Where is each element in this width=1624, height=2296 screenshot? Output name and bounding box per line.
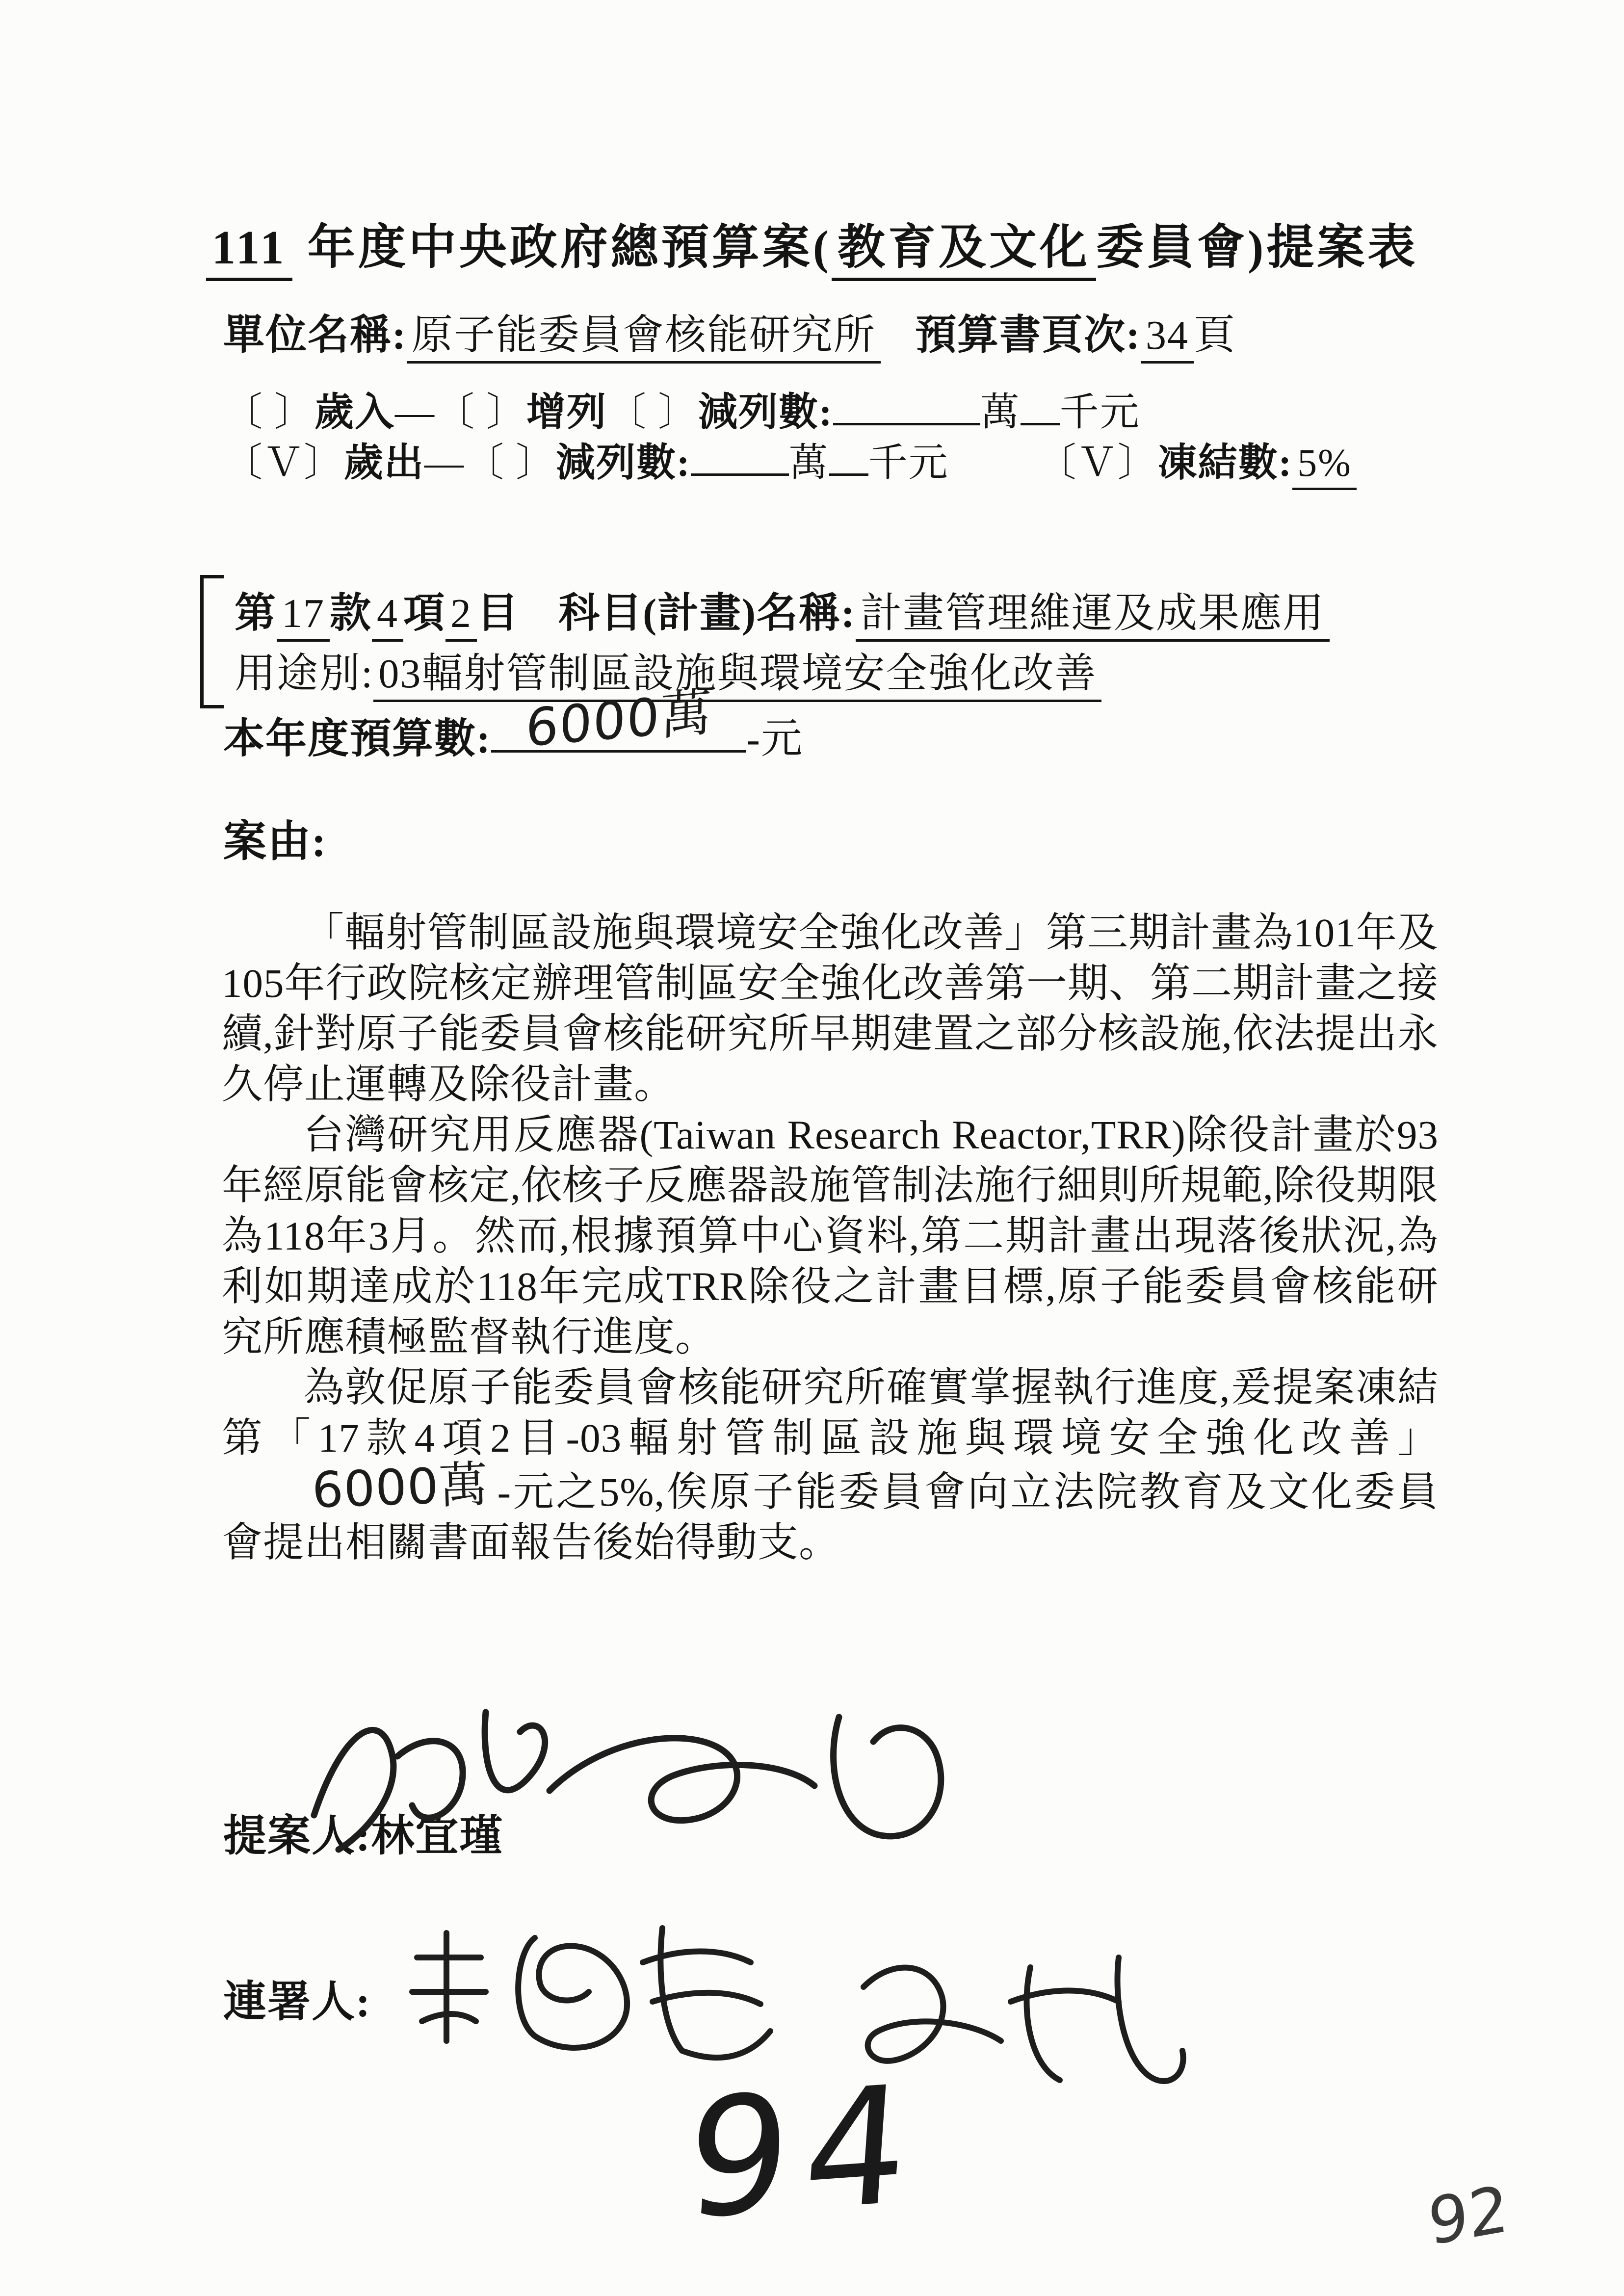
expense-unit-qianyuan: 千元 [868, 442, 949, 485]
expense-unit-wan: 萬 [788, 442, 829, 485]
unit-name-label: 單位名稱: [223, 313, 407, 358]
budget-dash: - [746, 716, 761, 762]
expense-cut-label: 減列數: [556, 442, 691, 485]
revenue-dash: — [395, 391, 435, 434]
revenue-cut-checkbox: 〔 〕 [607, 391, 698, 434]
expense-amount-blank [691, 435, 789, 476]
budget-page-number: 34 [1141, 313, 1194, 364]
expense-checkbox-checked: 〔Ｖ〕 [223, 442, 344, 485]
title-seg2: 委員會)提案表 [1096, 221, 1418, 274]
budget-amount-label: 本年度預算數: [223, 716, 491, 762]
expense-row [223, 431, 1357, 487]
corner-page-number: 92 [1425, 2171, 1511, 2260]
item-number: 4 [372, 591, 403, 642]
case-heading [223, 807, 327, 869]
title-seg1: 年度中央政府總預算案( [292, 221, 832, 274]
plan-name-label: 科目(計畫)名稱: [558, 591, 856, 636]
budget-amount-handwritten: 6000萬 [525, 682, 713, 759]
expense-thousand-blank [829, 435, 868, 476]
subject-block-bracket [200, 575, 224, 708]
section-label: 第 [235, 591, 277, 636]
revenue-add-label: 增列 [526, 391, 607, 434]
case-label: 案由: [223, 818, 327, 866]
paragraph-3 [222, 1362, 1439, 1568]
freeze-value: 5% [1292, 442, 1357, 490]
expense-dash: — [424, 442, 465, 485]
revenue-amount-blank [833, 384, 980, 425]
freeze-label: 凍結數: [1157, 442, 1293, 485]
budget-page-label: 預算書頁次: [915, 313, 1141, 358]
section-number: 17 [277, 591, 330, 642]
budget-amount-blank [491, 682, 746, 759]
unit-row [223, 302, 1236, 361]
budget-page-unit: 頁 [1193, 313, 1236, 358]
proposer-name: 林宜瑾 [371, 1813, 504, 1860]
plan-name-value: 計畫管理維運及成果應用 [856, 591, 1330, 642]
budget-unit: 元 [760, 716, 803, 762]
usage-value: 03輻射管制區設施與環境安全強化改善 [373, 651, 1101, 702]
expense-label: 歲出 [344, 442, 424, 485]
handwritten-page-number: 94 [681, 2049, 929, 2256]
paragraph-1: 「輻射管制區設施與環境安全強化改善」第三期計畫為101年及105年行政院核定辦理管制區安全強化改善第一期、第二期計畫之接續,針對原子能委員會核能研究所早期建置之部分核設施,依法提出永久停止運轉及除役計畫。 [222, 910, 1439, 1107]
case-body [222, 908, 1439, 1568]
budget-line [223, 682, 803, 765]
revenue-thousand-blank [1021, 384, 1060, 425]
freeze-checkbox-checked: 〔Ｖ〕 [1037, 442, 1158, 485]
revenue-unit-wan: 萬 [980, 391, 1021, 434]
revenue-label: 歲入 [314, 391, 395, 434]
revenue-row [223, 380, 1140, 437]
title-committee: 教育及文化 [832, 221, 1096, 281]
paragraph-3-pre: 為敦促原子能委員會核能研究所確實掌握執行進度,爰提案凍結第「17款4項2目-03輻射管制區設施與環境安全強化改善」 [222, 1365, 1439, 1461]
expense-cut-checkbox: 〔 〕 [465, 442, 556, 485]
usage-label: 用途別: [235, 651, 374, 697]
title-year: 111 [206, 221, 293, 281]
proposer-label: 提案人: [223, 1813, 371, 1860]
paragraph-2: 台灣研究用反應器(Taiwan Research Reactor,TRR)除役計畫於93年經原能會核定,依核子反應器設施管制法施行細則所規範,除役期限為118年3月。然而,根據預算中心資料,第二期計畫出現落後狀況,為利如期達成於118年完成TRR除役之計畫目標,原子能委員會核能研究所應積極監督執行進度。 [222, 1112, 1439, 1359]
proposer-signature [275, 1668, 962, 1894]
revenue-unit-qianyuan: 千元 [1059, 391, 1140, 434]
cosigner-label: 連署人: [223, 1979, 371, 2026]
revenue-add-checkbox: 〔 〕 [435, 391, 526, 434]
page-title [0, 209, 1624, 277]
subitem-number: 2 [445, 591, 477, 642]
cosigner-signature-1 [388, 1894, 810, 2080]
subject-line [235, 580, 1330, 639]
section-unit: 款 [330, 591, 372, 636]
paragraph-3-post: -元之5%,俟原子能委員會向立法院教育及文化委員會提出相關書面報告後始得動支。 [222, 1469, 1439, 1565]
subitem-unit: 目 [477, 591, 520, 636]
item-unit: 項 [403, 591, 446, 636]
unit-name-value: 原子能委員會核能研究所 [407, 313, 881, 364]
cosigner-row [223, 1967, 371, 2029]
revenue-cut-label: 減列數: [698, 391, 833, 434]
paragraph-3-handwritten-amount: 6000萬 [311, 1455, 490, 1519]
revenue-checkbox: 〔 〕 [223, 391, 314, 434]
